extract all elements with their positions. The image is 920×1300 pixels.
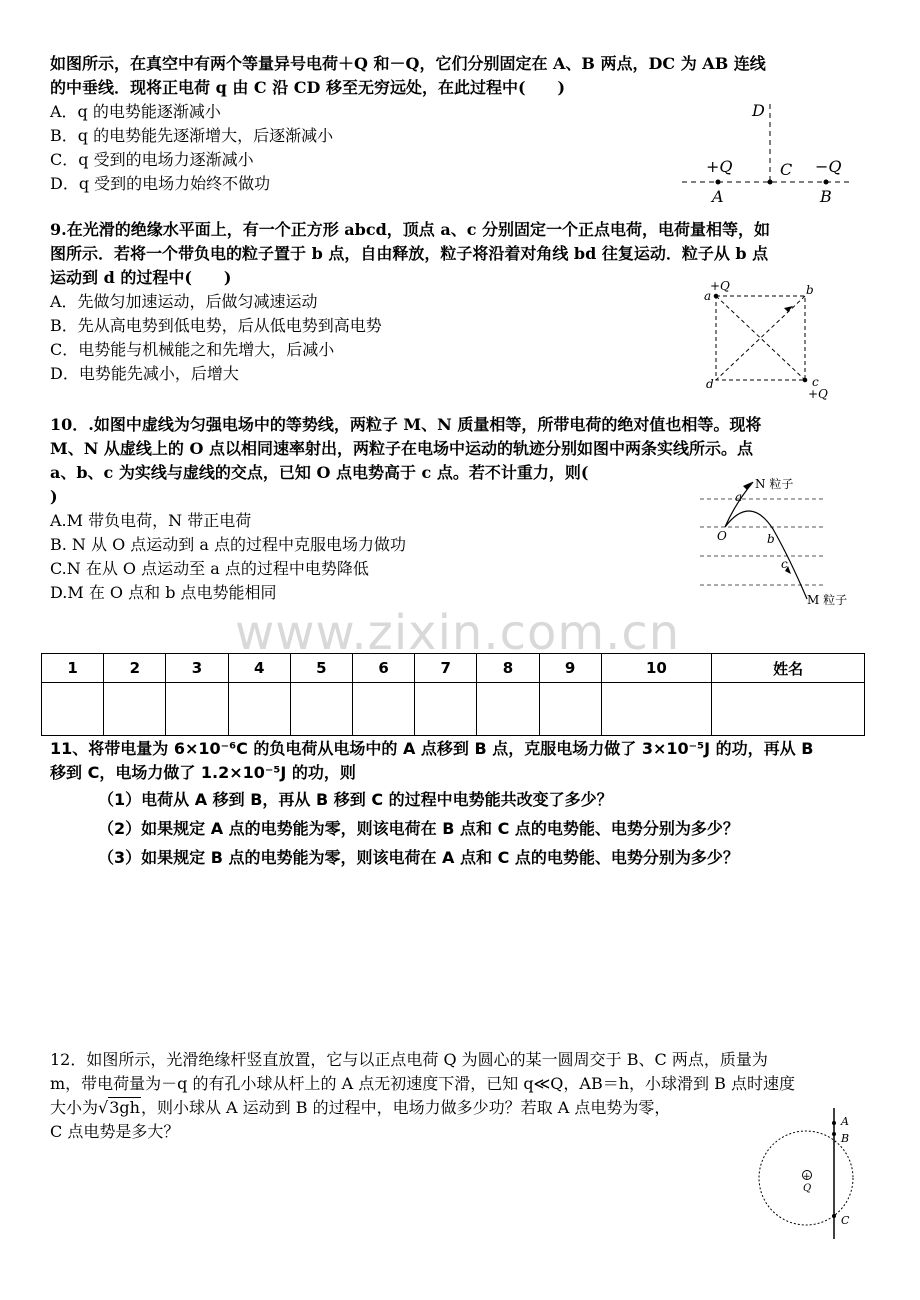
q8-label-d: D [752, 101, 765, 120]
q9-label-qc: +Q [808, 387, 828, 401]
q9-line1: 9.在光滑的绝缘水平面上，有一个正方形 abcd，顶点 a、c 分别固定一个正点电荷，电荷量相等，如 [50, 220, 771, 239]
q10-line2: M、N 从虚线上的 O 点以相同速率射出，两粒子在电场中运动的轨迹分别如图中两条实线所示。点 [50, 439, 753, 458]
q12-line3 [50, 1096, 868, 1120]
q8-line1: 如图所示，在真空中有两个等量异号电荷＋Q 和－Q，它们分别固定在 A、B 两点，DC 为 AB 连线 [50, 54, 766, 73]
answer-table-blank-row [42, 683, 865, 736]
q9-option-c: C．电势能与机械能之和先增大，后减小 [50, 340, 335, 359]
q9-label-a: a [704, 289, 712, 303]
q8-figure [680, 96, 855, 211]
answer-cell-5[interactable] [290, 683, 352, 736]
answer-header-4: 4 [228, 654, 290, 683]
answer-header-6: 6 [352, 654, 414, 683]
q10-line4: ) [50, 487, 58, 506]
q10-figure [695, 474, 860, 609]
answer-cell-8[interactable] [477, 683, 539, 736]
answer-cell-1[interactable] [42, 683, 104, 736]
answer-header-9: 9 [539, 654, 601, 683]
q10-option-c: C.N 在从 O 点运动至 a 点的过程中电势降低 [50, 559, 369, 578]
answer-cell-10[interactable] [601, 683, 711, 736]
q12-line3-start: 大小为 [50, 1098, 99, 1117]
q12-label-q: Q [803, 1183, 812, 1194]
q10-label-n: N 粒子 [755, 477, 794, 491]
q8-option-b: B．q 的电势能先逐渐增大，后逐渐减小 [50, 126, 334, 145]
q9-line3: 运动到 d 的过程中( ) [50, 268, 232, 287]
answer-header-5: 5 [290, 654, 352, 683]
q9-option-b: B．先从高电势到低电势，后从低电势到高电势 [50, 316, 382, 335]
answer-cell-2[interactable] [104, 683, 166, 736]
q11-sub-3: （3）如果规定 B 点的电势能为零，则该电荷在 A 点和 C 点的电势能、电势分别为多少？ [98, 848, 739, 867]
q12-label-c: C [841, 1214, 850, 1227]
question-12 [50, 1048, 868, 1144]
q8-label-minusq: −Q [815, 157, 842, 176]
watermark: www.zixin.com.cn [235, 605, 681, 661]
q9-label-b: b [806, 283, 814, 297]
question-11 [50, 737, 868, 872]
q12-line2: m，带电荷量为－q 的有孔小球从杆上的 A 点无初速度下滑，已知 q≪Q，AB＝h，小球滑到 B 点时速度 [50, 1074, 795, 1093]
q9-label-qa: +Q [710, 279, 730, 293]
answer-table [41, 653, 865, 736]
q8-label-c: C [780, 160, 793, 179]
q10-option-b: B. N 从 O 点运动到 a 点的过程中克服电场力做功 [50, 535, 407, 554]
q9-figure [700, 278, 830, 403]
answer-header-7: 7 [415, 654, 477, 683]
q11-sub-1: （1）电荷从 A 移到 B，再从 B 移到 C 的过程中电势能共改变了多少？ [98, 790, 613, 809]
q8-label-b: B [820, 187, 832, 206]
q12-line1: 12．如图所示，光滑绝缘杆竖直放置，它与以正点电荷 Q 为圆心的某一圆周交于 B、C 两点，质量为 [50, 1050, 768, 1069]
q8-option-c: C．q 受到的电场力逐渐减小 [50, 150, 254, 169]
answer-cell-6[interactable] [352, 683, 414, 736]
answer-cell-3[interactable] [166, 683, 228, 736]
q9-label-c: c [812, 375, 819, 389]
q10-label-a: a [735, 490, 743, 504]
q12-label-b: B [841, 1132, 850, 1145]
q10-option-d: D.M 在 O 点和 b 点电势能相同 [50, 583, 277, 602]
q12-sqrt-value: 3gh [109, 1098, 140, 1117]
q12-plus-symbol: + [803, 1172, 811, 1182]
answer-header-3: 3 [166, 654, 228, 683]
q11-line2: 移到 C，电场力做了 1.2×10⁻⁵J 的功，则 [50, 763, 356, 782]
answer-cell-9[interactable] [539, 683, 601, 736]
q8-option-a: A．q 的电势能逐渐减小 [50, 102, 221, 121]
answer-cell-7[interactable] [415, 683, 477, 736]
q10-label-b: b [767, 532, 775, 546]
q10-line3: a、b、c 为实线与虚线的交点，已知 O 点电势高于 c 点。若不计重力，则( [50, 463, 589, 482]
answer-cell-4[interactable] [228, 683, 290, 736]
q9-option-a: A．先做匀加速运动，后做匀减速运动 [50, 292, 318, 311]
q10-label-c: c [781, 557, 788, 571]
answer-header-2: 2 [104, 654, 166, 683]
q11-sub-2: （2）如果规定 A 点的电势能为零，则该电荷在 B 点和 C 点的电势能、电势分别为多少？ [98, 819, 739, 838]
q8-label-plusq: +Q [706, 157, 733, 176]
q9-line2: 图所示．若将一个带负电的粒子置于 b 点，自由释放，粒子将沿着对角线 bd 往复运动．粒子从 b 点 [50, 244, 769, 263]
q11-line1: 11、将带电量为 6×10⁻⁶C 的负电荷从电场中的 A 点移到 B 点，克服电场力做了 3×10⁻⁵J 的功，再从 B [50, 739, 814, 758]
answer-header-name: 姓名 [712, 654, 865, 683]
q10-option-a: A.M 带负电荷，N 带正电荷 [50, 511, 252, 530]
q9-label-d: d [706, 377, 714, 391]
answer-header-10: 10 [601, 654, 711, 683]
sqrt-symbol: √ [98, 1098, 109, 1117]
answer-header-1: 1 [42, 654, 104, 683]
answer-header-8: 8 [477, 654, 539, 683]
q10-label-m: M 粒子 [807, 593, 848, 607]
q8-line2: 的中垂线．现将正电荷 q 由 C 沿 CD 移至无穷远处，在此过程中( ) [50, 78, 566, 97]
q12-line3-end: ，则小球从 A 运动到 B 的过程中，电场力做多少功？若取 A 点电势为零， [140, 1098, 671, 1117]
q12-label-a: A [841, 1115, 849, 1128]
q12-line4: C 点电势是多大？ [50, 1122, 180, 1141]
q10-label-o: O [717, 529, 727, 543]
answer-cell-name[interactable] [712, 683, 865, 736]
q12-figure [750, 1106, 860, 1241]
q10-line1: 10．.如图中虚线为匀强电场中的等势线，两粒子 M、N 质量相等，所带电荷的绝对值也相等。现将 [50, 415, 762, 434]
answer-table-header-row [42, 654, 865, 683]
q8-option-d: D．q 受到的电场力始终不做功 [50, 174, 271, 193]
q8-label-a: A [712, 187, 724, 206]
q9-option-d: D．电势能先减小，后增大 [50, 364, 239, 383]
